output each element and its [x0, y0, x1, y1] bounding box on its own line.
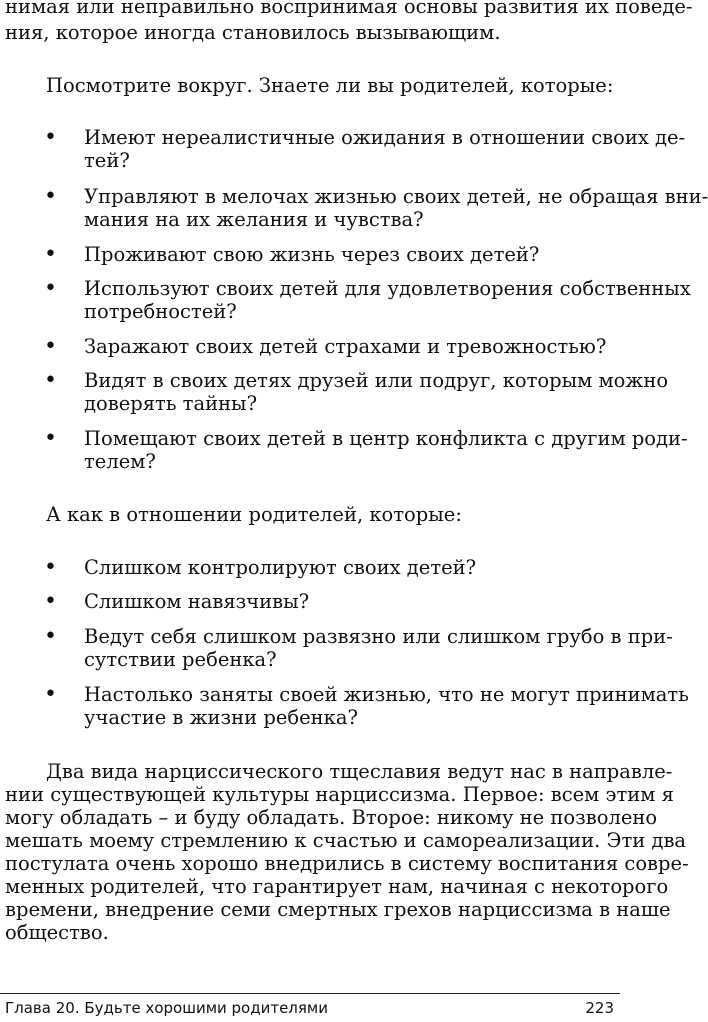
text-line: времени, внедрение семи смертных грехов нарциссизма в наше	[5, 898, 671, 921]
list-item-text: Слишком навязчивы?	[84, 590, 310, 613]
intro-line: Посмотрите вокруг. Знаете ли вы родителей, которые:	[46, 74, 614, 97]
list-item-text: Управляют в мелочах жизнью своих детей, не обращая вни-	[84, 185, 708, 208]
bullet-icon: •	[44, 368, 57, 393]
list-item-text: Используют своих детей для удовлетворения собственных	[84, 277, 691, 300]
text-line: Два вида нарциссического тщеславия ведут нас в направле-	[46, 760, 673, 783]
bullet-icon: •	[44, 682, 57, 707]
text-line: менных родителей, что гарантирует нам, начиная с некоторого	[5, 875, 669, 898]
list-item-text: Проживают свою жизнь через своих детей?	[84, 243, 540, 266]
page-number: 223	[585, 999, 614, 1017]
text-line: ния, которое иногда становилось вызывающим.	[5, 21, 501, 44]
text-line: мешать моему стремлению к счастью и самореализации. Эти два	[5, 829, 687, 852]
list-item-text: Заражают своих детей страхами и тревожностью?	[84, 335, 607, 358]
list-item-text: Ведут себя слишком развязно или слишком грубо в при-	[84, 625, 673, 648]
bullet-icon: •	[44, 334, 57, 359]
list-item-text: Помещают своих детей в центр конфликта с другим роди-	[84, 427, 688, 450]
bullet-icon: •	[44, 242, 57, 267]
text-line: нимая или неправильно воспринимая основы развития их поведе-	[5, 0, 693, 18]
bullet-icon: •	[44, 624, 57, 649]
list-item-text: Видят в своих детях друзей или подруг, которым можно	[84, 369, 669, 392]
running-footer-chapter: Глава 20. Будьте хорошими родителями	[5, 999, 328, 1017]
list-item-text: Слишком контролируют своих детей?	[84, 556, 477, 579]
list-item-text: мания на их желания и чувства?	[84, 208, 424, 231]
list-item-text: участие в жизни ребенка?	[84, 706, 358, 729]
list-item-text: сутствии ребенка?	[84, 648, 277, 671]
list-item-text: телем?	[84, 450, 156, 473]
list-item-text: Имеют нереалистичные ожидания в отношении своих де-	[84, 126, 686, 149]
list-item-text: доверять тайны?	[84, 392, 258, 415]
bullet-icon: •	[44, 184, 57, 209]
text-line: нии существующей культуры нарциссизма. Первое: всем этим я	[5, 783, 674, 806]
text-line: могу обладать – и буду обладать. Второе: никому не позволено	[5, 806, 658, 829]
bullet-icon: •	[44, 125, 57, 150]
list-item-text: тей?	[84, 149, 130, 172]
footer-rule	[0, 993, 620, 994]
intro-line: А как в отношении родителей, которые:	[46, 503, 462, 526]
bullet-icon: •	[44, 426, 57, 451]
text-line: постулата очень хорошо внедрились в систему воспитания совре-	[5, 852, 689, 875]
text-line: общество.	[5, 921, 109, 944]
bullet-icon: •	[44, 276, 57, 301]
list-item-text: потребностей?	[84, 300, 237, 323]
bullet-icon: •	[44, 589, 57, 614]
bullet-icon: •	[44, 555, 57, 580]
list-item-text: Настолько заняты своей жизнью, что не могут принимать	[84, 683, 689, 706]
